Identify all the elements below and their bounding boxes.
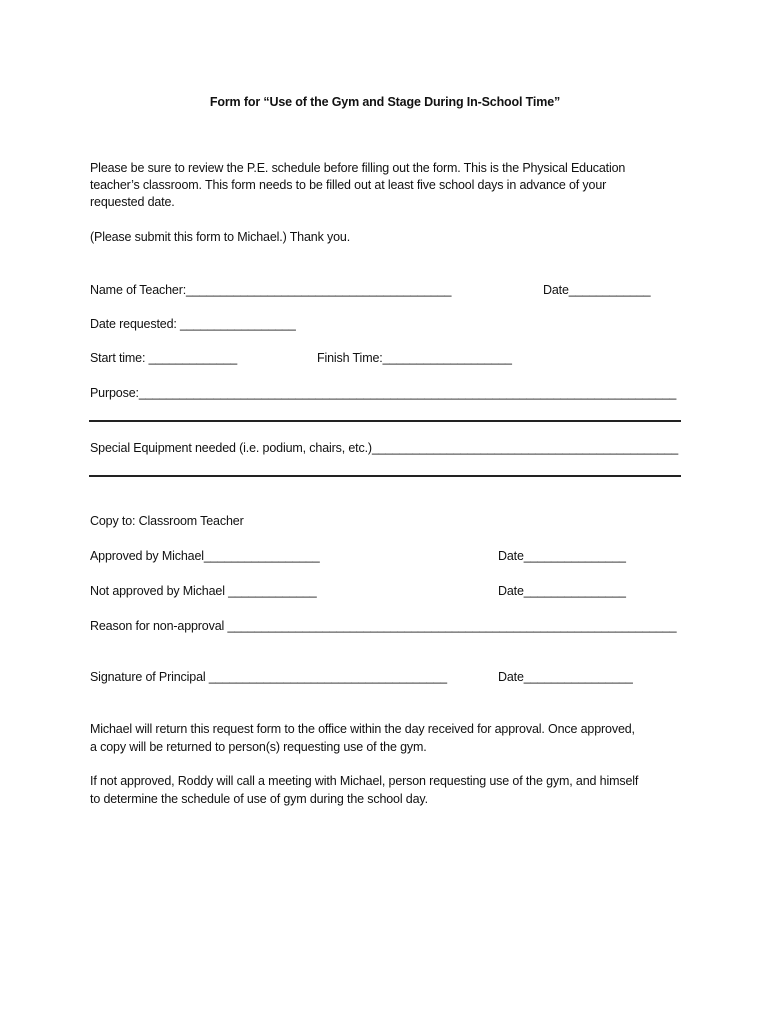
section-divider-bottom bbox=[89, 475, 681, 477]
submit-note: (Please submit this form to Michael.) Thank you. bbox=[90, 230, 351, 244]
approved-by-field[interactable]: Approved by Michael_________________ bbox=[90, 549, 320, 563]
not-approved-date-field[interactable]: Date_______________ bbox=[498, 584, 626, 598]
name-of-teacher-field[interactable]: Name of Teacher:_______________________________________ bbox=[90, 283, 452, 297]
closing-paragraph-2-line-1: If not approved, Roddy will call a meeting with Michael, person requesting use of the gym, and himself bbox=[90, 774, 639, 788]
section-divider-top bbox=[89, 420, 681, 422]
not-approved-by-field[interactable]: Not approved by Michael _____________ bbox=[90, 584, 317, 598]
start-time-field[interactable]: Start time: _____________ bbox=[90, 351, 238, 365]
reason-non-approval-field[interactable]: Reason for non-approval __________________________________________________________________ bbox=[90, 619, 677, 633]
signature-principal-field[interactable]: Signature of Principal ___________________________________ bbox=[90, 670, 447, 684]
closing-paragraph-1-line-2: a copy will be returned to person(s) requesting use of the gym. bbox=[90, 740, 427, 754]
intro-line-1: Please be sure to review the P.E. schedule before filling out the form. This is the Physical Education bbox=[90, 161, 626, 175]
approved-date-field[interactable]: Date_______________ bbox=[498, 549, 626, 563]
form-title: Form for “Use of the Gym and Stage During In-School Time” bbox=[209, 95, 561, 109]
intro-line-3: requested date. bbox=[90, 195, 175, 209]
closing-paragraph-2-line-2: to determine the schedule of use of gym during the school day. bbox=[90, 792, 428, 806]
copy-to-text: Copy to: Classroom Teacher bbox=[90, 514, 244, 528]
date-requested-field[interactable]: Date requested: _________________ bbox=[90, 317, 296, 331]
special-equipment-field[interactable]: Special Equipment needed (i.e. podium, chairs, etc.)_____________________________________________ bbox=[90, 441, 679, 455]
purpose-field[interactable]: Purpose:_______________________________________________________________________________ bbox=[90, 386, 677, 400]
finish-time-field[interactable]: Finish Time:___________________ bbox=[317, 351, 512, 365]
signature-date-field[interactable]: Date________________ bbox=[498, 670, 633, 684]
date-field-top[interactable]: Date____________ bbox=[543, 283, 651, 297]
intro-line-2: teacher’s classroom. This form needs to be filled out at least five school days in advance of your bbox=[90, 178, 607, 192]
closing-paragraph-1-line-1: Michael will return this request form to the office within the day received for approval. Once approved, bbox=[90, 722, 635, 736]
